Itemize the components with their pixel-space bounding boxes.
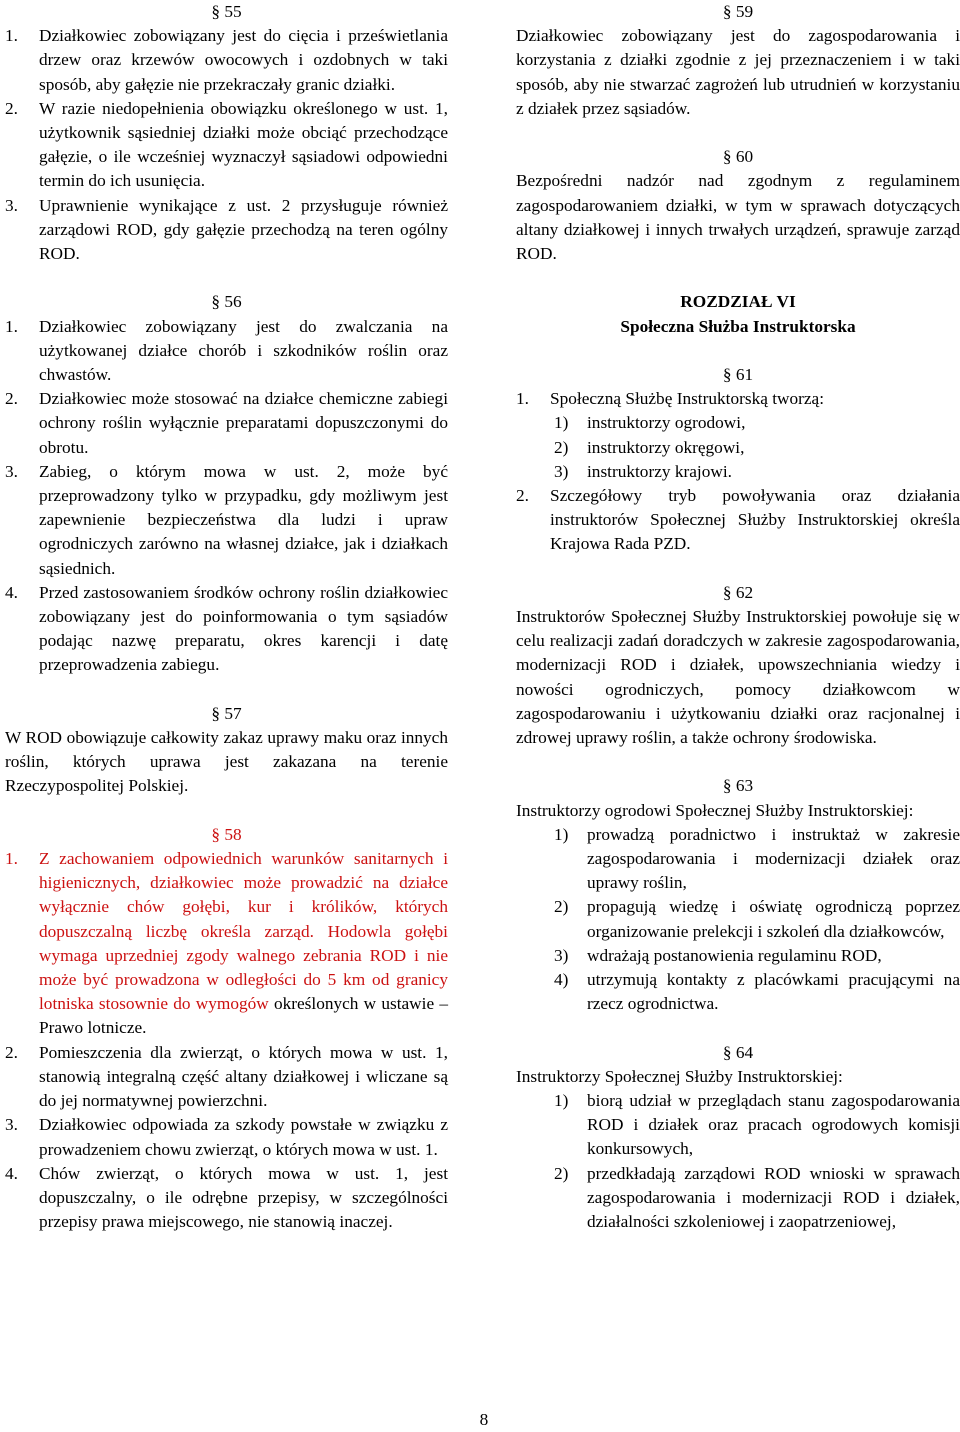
page-number: 8 xyxy=(479,1410,489,1429)
section-text: Instruktorów Społecznej Służby Instruktorskiej powołuje się w celu realizacji zadań doradczych w zakresie zagospodarowania, modernizacji ROD i działek, upowszechniania wiedzy i nowości ogrodniczych, pomocy działkowcom w zagospodarowaniu i użytkowaniu działki oraz racjonalnej i zdrowej uprawy roślin, a także ochrony środowiska. xyxy=(516,607,960,748)
list-item: 4. Chów zwierząt, o których mowa w ust. 1, jest dopuszczalny, o ile odrębne przepisy, w szczególności przepisy prawa miejscowego, nie stanowią inaczej. xyxy=(5,1163,448,1232)
section-62 xyxy=(516,581,960,750)
list-item: 2. W razie niedopełnienia obowiązku określonego w ust. 1, użytkownik sąsiedniej działki może obciąć przechodzące gałęzie, o ile wcześniej wyznaczył sąsiadowi odpowiedni termin do ich usunięcia. xyxy=(5,98,448,191)
section-60 xyxy=(516,145,960,266)
section-heading: § 60 xyxy=(722,147,754,167)
sub-item: 1) prowadzą poradnictwo i instruktaż w zakresie zagospodarowania i modernizacji działek oraz uprawy roślin, xyxy=(554,824,960,893)
list-item: 3. Uprawnienie wynikające z ust. 2 przysługuje również zarządowi ROD, gdy gałęzie przechodzą na teren ogólny ROD. xyxy=(5,195,448,264)
section-heading: § 62 xyxy=(722,582,754,602)
section-59 xyxy=(516,0,960,121)
section-61 xyxy=(516,363,960,557)
section-heading: § 56 xyxy=(211,292,242,312)
sub-item: 2) propagują wiedzę i oświatę ogrodniczą poprzez organizowanie prelekcji i szkoleń dla działkowców, xyxy=(554,897,960,941)
chapter-subtitle: Społeczna Służba Instruktorska xyxy=(620,316,856,336)
section-heading: § 61 xyxy=(722,365,754,384)
section-heading: § 64 xyxy=(722,1042,754,1062)
section-58 xyxy=(5,823,448,1234)
list-item: 2. Szczegółowy tryb powoływania oraz działania instruktorów Społecznej Służby Instruktorskiej określa Krajowa Rada PZD. xyxy=(516,486,960,554)
list-item: 1. Społeczną Służbę Instruktorską tworzą: xyxy=(516,389,825,409)
left-column xyxy=(5,0,448,1234)
sub-item: 3) instruktorzy krajowi. xyxy=(554,461,732,481)
section-heading: § 63 xyxy=(722,776,754,796)
section-55 xyxy=(5,0,448,266)
sub-item: 2) przedkładają zarządowi ROD wnioski w sprawach zagospodarowania i modernizacji ROD i działek, działalności szkoleniowej i zaopatrzeniowej, xyxy=(554,1163,960,1232)
section-heading: § 57 xyxy=(211,703,242,723)
section-text: Instruktorzy Społecznej Służby Instruktorskiej: xyxy=(516,1066,843,1086)
section-56 xyxy=(5,290,448,677)
list-item: 3. Zabieg, o którym mowa w ust. 2, może być przeprowadzony tylko w przypadku, gdy możliwym jest zapewnienie bezpieczeństwa dla ludzi i upraw ogrodniczych zarówno na własnej działce, jak i działkach sąsiednich. xyxy=(5,461,448,578)
section-heading: § 59 xyxy=(722,2,754,21)
section-text: Działkowiec zobowiązany jest do zagospodarowania i korzystania z działki zgodnie z jej przeznaczeniem i w taki sposób, aby nie stwarzać zagrożeń lub utrudnień w korzystaniu z działek przez sąsiadów. xyxy=(516,26,960,118)
section-text: W ROD obowiązuje całkowity zakaz uprawy maku oraz innych roślin, których uprawa jest zakazana na terenie Rzeczypospolitej Polskiej. xyxy=(5,728,448,796)
list-item: 4. Przed zastosowaniem środków ochrony roślin działkowiec zobowiązany jest do poinformowania o tym sąsiadów podając nazwę preparatu, okres karencji i datę przeprowadzenia zabiegu. xyxy=(5,582,448,675)
sub-item: 3) wdrażają postanowienia regulaminu ROD, xyxy=(554,945,882,965)
sub-item: 4) utrzymują kontakty z placówkami pracującymi na rzecz ogrodnictwa. xyxy=(554,970,960,1014)
section-text: Bezpośredni nadzór nad zgodnym z regulaminem zagospodarowaniem działki, w tym w sprawach dotyczących altany działkowej i innych trwałych urządzeń, sprawuje zarząd ROD. xyxy=(516,171,960,264)
list-item: 1. Działkowiec zobowiązany jest do zwalczania na użytkowanej działce chorób i szkodników roślin oraz chwastów. xyxy=(5,316,448,385)
list-item: 1. Działkowiec zobowiązany jest do cięcia i prześwietlania drzew oraz krzewów owocowych i ozdobnych w taki sposób, aby gałęzie nie przekraczały granic działki. xyxy=(5,26,448,94)
section-heading: § 55 xyxy=(211,2,242,21)
section-text: Instruktorzy ogrodowi Społecznej Służby Instruktorskiej: xyxy=(516,800,914,820)
list-item: 3. Działkowiec odpowiada za szkody powstałe w związku z prowadzeniem chowu zwierząt, o których mowa w ust. 1. xyxy=(5,1115,448,1159)
section-heading: § 58 xyxy=(211,824,242,844)
chapter-title: ROZDZIAŁ VI xyxy=(680,292,796,312)
list-item: 2. Pomieszczenia dla zwierząt, o których mowa w ust. 1, stanowią integralną część altany działkowej i wliczane są do jej normatywnej powierzchni. xyxy=(5,1042,448,1111)
sub-item: 1) instruktorzy ogrodowi, xyxy=(554,413,746,433)
right-column xyxy=(516,0,960,1234)
list-item: 2. Działkowiec może stosować na działce chemiczne zabiegi ochrony roślin wyłącznie preparatami dopuszczonymi do obrotu. xyxy=(5,389,448,457)
list-item: 1. Z zachowaniem odpowiednich warunków sanitarnych i higienicznych, działkowiec może prowadzić na działce wyłącznie chów gołębi, kur i królików, których dopuszczalną liczbę określa zarząd. Hodowla gołębi wymaga uprzedniej zgody walnego zebrania ROD i nie może być prowadzona w odległości do 5 km od granicy lotniska stosownie do wymogów określonych w ustawie – Prawo lotnicze. xyxy=(5,849,448,1038)
section-63 xyxy=(516,774,960,1016)
amended-text: Z zachowaniem odpowiednich warunków sanitarnych i higienicznych, działkowiec może prowadzić na działce wyłącznie chów gołębi, kur i królików, których dopuszczalną liczbę określa zarząd. Hodowla gołębi wymaga uprzedniej zgody walnego zebrania ROD i nie może być prowadzona w odległości do 5 km od granicy lotniska stosownie do wymogów xyxy=(39,849,448,1014)
sub-item: 2) instruktorzy okręgowi, xyxy=(554,437,745,457)
section-64 xyxy=(516,1041,960,1235)
section-57 xyxy=(5,702,448,799)
sub-item: 1) biorą udział w przeglądach stanu zagospodarowania ROD i działek oraz pracach ogrodowych komisji konkursowych, xyxy=(554,1091,960,1159)
